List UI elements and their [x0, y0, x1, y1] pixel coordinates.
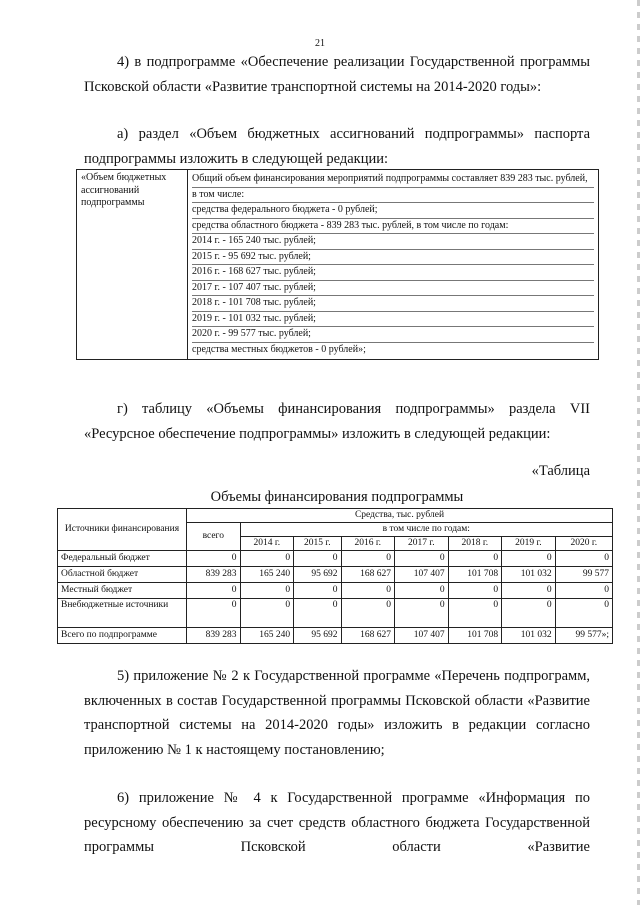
cell-value: 107 407 — [395, 628, 449, 644]
passport-line: средства федерального бюджета - 0 рублей; — [192, 203, 594, 219]
cell-value: 0 — [555, 583, 612, 599]
header-year: 2020 г. — [555, 537, 612, 551]
passport-line: 2016 г. - 168 627 тыс. рублей; — [192, 265, 594, 281]
row-source: Внебюджетные источники — [58, 599, 187, 628]
cell-value: 0 — [395, 599, 449, 628]
cell-value: 0 — [395, 583, 449, 599]
cell-value: 0 — [341, 551, 395, 567]
cell-value: 165 240 — [240, 567, 294, 583]
header-year: 2017 г. — [395, 537, 449, 551]
cell-value: 0 — [187, 551, 241, 567]
cell-value: 0 — [294, 583, 341, 599]
cell-value: 0 — [555, 551, 612, 567]
cell-value: 0 — [240, 551, 294, 567]
header-total: всего — [187, 523, 241, 551]
cell-value: 0 — [240, 583, 294, 599]
cell-value: 0 — [502, 551, 556, 567]
passport-content — [188, 170, 599, 360]
cell-value: 0 — [448, 599, 502, 628]
cell-value: 99 577 — [555, 567, 612, 583]
table-label: «Таблица — [531, 463, 590, 479]
paragraph-item-4a: а) раздел «Объем бюджетных ассигнований подпрограммы» паспорта подпрограммы изложить в следующей редакции: — [84, 126, 590, 167]
header-year: 2019 г. — [502, 537, 556, 551]
table-row-total — [58, 628, 613, 644]
table-title: Объемы финансирования подпрограммы — [210, 489, 464, 505]
cell-value: 0 — [448, 583, 502, 599]
cell-value: 0 — [502, 583, 556, 599]
cell-value: 101 708 — [448, 567, 502, 583]
cell-value: 107 407 — [395, 567, 449, 583]
cell-value: 0 — [294, 599, 341, 628]
cell-value: 0 — [448, 551, 502, 567]
cell-value: 165 240 — [240, 628, 294, 644]
cell-value: 0 — [502, 599, 556, 628]
cell-value: 168 627 — [341, 628, 395, 644]
header-year: 2018 г. — [448, 537, 502, 551]
passport-line: в том числе: — [192, 188, 594, 204]
passport-line: 2020 г. - 99 577 тыс. рублей; — [192, 327, 594, 343]
cell-value: 168 627 — [341, 567, 395, 583]
header-year: 2015 г. — [294, 537, 341, 551]
row-source: Всего по подпрограмме — [58, 628, 187, 644]
table-row — [58, 567, 613, 583]
header-source: Источники финансирования — [58, 509, 187, 551]
cell-value: 0 — [187, 583, 241, 599]
passport-line: 2015 г. - 95 692 тыс. рублей; — [192, 250, 594, 266]
page-number: 21 — [315, 38, 325, 49]
header-funds: Средства, тыс. рублей — [187, 509, 613, 523]
cell-value: 0 — [395, 551, 449, 567]
paragraph-item-5: 5) приложение № 2 к Государственной программе «Перечень подпрограмм, включенных в состав Государственной программы Псковской области «Развитие транспортной системы на 2014-2020 годы» изложить в редакции согласно приложению № 1 к настоящему постановлению; — [84, 668, 590, 758]
financing-table — [57, 508, 613, 644]
paragraph-item-4: 4) в подпрограмме «Обеспечение реализации Государственной программы Псковской области «Развитие транспортной системы на 2014-2020 годы»: — [84, 54, 590, 95]
table-header-row — [58, 509, 613, 523]
cell-value: 101 708 — [448, 628, 502, 644]
cell-value: 839 283 — [187, 628, 241, 644]
cell-value: 95 692 — [294, 628, 341, 644]
cell-value: 99 577»; — [555, 628, 612, 644]
passport-row — [77, 170, 599, 360]
passport-line: Общий объем финансирования мероприятий подпрограммы составляет 839 283 тыс. рублей, — [192, 172, 594, 188]
cell-value: 0 — [555, 599, 612, 628]
passport-line: 2018 г. - 101 708 тыс. рублей; — [192, 296, 594, 312]
table-row — [58, 583, 613, 599]
header-year: 2014 г. — [240, 537, 294, 551]
cell-value: 839 283 — [187, 567, 241, 583]
passport-line: средства областного бюджета - 839 283 тыс. рублей, в том числе по годам: — [192, 219, 594, 235]
passport-section-label: «Объем бюджетных ассигнований подпрограммы — [77, 170, 188, 360]
cell-value: 95 692 — [294, 567, 341, 583]
cell-value: 101 032 — [502, 567, 556, 583]
cell-value: 0 — [187, 599, 241, 628]
table-row — [58, 599, 613, 628]
passport-line: 2017 г. - 107 407 тыс. рублей; — [192, 281, 594, 297]
paragraph-item-g: г) таблицу «Объемы финансирования подпрограммы» раздела VII «Ресурсное обеспечение подпрограммы» изложить в следующей редакции: — [84, 401, 590, 442]
cell-value: 0 — [341, 583, 395, 599]
cell-value: 0 — [341, 599, 395, 628]
passport-table — [76, 169, 599, 360]
header-by-years: в том числе по годам: — [240, 523, 612, 537]
row-source: Местный бюджет — [58, 583, 187, 599]
cell-value: 0 — [294, 551, 341, 567]
passport-line: средства местных бюджетов - 0 рублей»; — [192, 343, 366, 355]
paragraph-item-6: 6) приложение № 4 к Государственной программе «Информация по ресурсному обеспечению за счет средств областного бюджета Государственной программы Псковской области «Развитие — [84, 790, 590, 855]
passport-line: 2019 г. - 101 032 тыс. рублей; — [192, 312, 594, 328]
row-source: Областной бюджет — [58, 567, 187, 583]
row-source: Федеральный бюджет — [58, 551, 187, 567]
cell-value: 101 032 — [502, 628, 556, 644]
cell-value: 0 — [240, 599, 294, 628]
passport-line: 2014 г. - 165 240 тыс. рублей; — [192, 234, 594, 250]
table-row — [58, 551, 613, 567]
header-year: 2016 г. — [341, 537, 395, 551]
